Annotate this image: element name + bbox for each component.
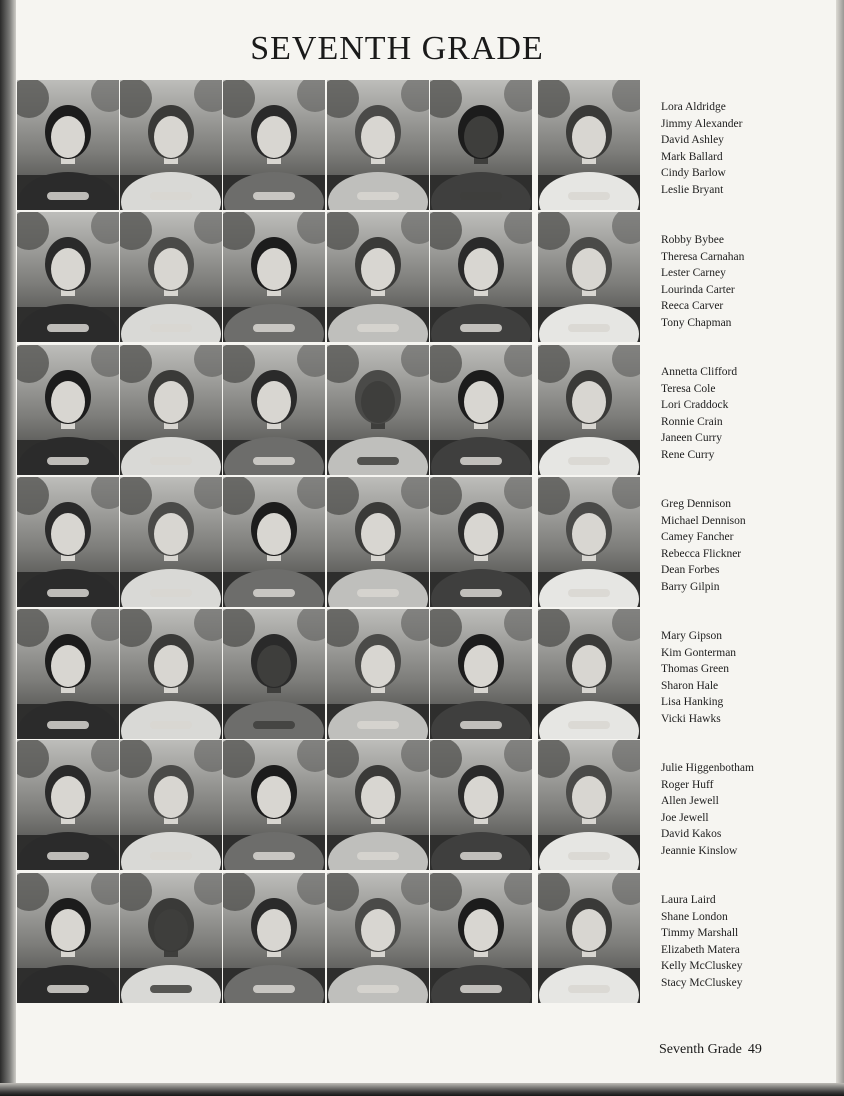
student-name: Lourinda Carter <box>661 283 735 296</box>
student-name-list <box>661 99 831 199</box>
student-name-list <box>661 364 831 464</box>
student-name: Michael Dennison <box>661 514 746 527</box>
student-portrait <box>120 80 222 210</box>
student-name: Cindy Barlow <box>661 167 726 180</box>
student-name: Camey Fancher <box>661 531 734 544</box>
student-name: Teresa Cole <box>661 382 716 395</box>
student-portrait <box>120 740 222 870</box>
student-portrait <box>17 80 119 210</box>
student-name: Lester Carney <box>661 267 726 280</box>
student-name: Shane London <box>661 910 728 923</box>
student-portrait <box>223 740 325 870</box>
footer-section-label: Seventh Grade <box>659 1042 742 1057</box>
page-bottom-edge <box>0 1083 844 1096</box>
student-name: Rene Curry <box>661 448 715 461</box>
page-binding-edge <box>0 0 16 1096</box>
student-portrait <box>120 212 222 342</box>
student-name: Laura Laird <box>661 894 716 906</box>
student-portrait <box>538 477 640 607</box>
student-name: David Kakos <box>661 828 722 841</box>
student-portrait <box>17 477 119 607</box>
student-name: Ronnie Crain <box>661 415 723 428</box>
student-name: Tony Chapman <box>661 316 732 329</box>
student-name-list <box>661 628 831 728</box>
student-portrait <box>327 212 429 342</box>
student-name: Thomas Green <box>661 663 730 676</box>
student-portrait <box>538 740 640 870</box>
student-name: Mark Ballard <box>661 150 723 163</box>
student-name: Roger Huff <box>661 778 714 791</box>
student-portrait <box>430 212 532 342</box>
student-portrait <box>430 80 532 210</box>
student-portrait <box>120 345 222 475</box>
student-name: Julie Higgenbotham <box>661 762 754 774</box>
student-name: Janeen Curry <box>661 432 722 445</box>
student-portrait <box>538 212 640 342</box>
student-portrait <box>430 740 532 870</box>
student-portrait <box>17 212 119 342</box>
student-name: Leslie Bryant <box>661 183 724 196</box>
page-footer <box>659 1042 768 1058</box>
student-portrait <box>17 609 119 739</box>
student-name: Jeannie Kinslow <box>661 844 738 857</box>
student-portrait <box>223 212 325 342</box>
student-name: Mary Gipson <box>661 630 723 642</box>
student-name: Greg Dennison <box>661 498 731 510</box>
student-portrait <box>327 345 429 475</box>
student-name-list <box>661 496 831 596</box>
student-portrait <box>430 477 532 607</box>
student-name: Stacy McCluskey <box>661 976 743 989</box>
student-name: Annetta Clifford <box>661 366 738 378</box>
student-portrait <box>538 873 640 1003</box>
student-name: Elizabeth Matera <box>661 943 740 956</box>
student-name: Kim Gonterman <box>661 646 737 659</box>
student-portrait <box>430 609 532 739</box>
student-name: Dean Forbes <box>661 564 720 577</box>
student-portrait <box>538 609 640 739</box>
page-number: 49 <box>747 1042 762 1057</box>
student-name: Joe Jewell <box>661 811 709 824</box>
student-name-list <box>661 760 831 860</box>
student-name: Allen Jewell <box>661 795 719 808</box>
student-name-list <box>661 232 831 332</box>
student-portrait <box>430 873 532 1003</box>
student-portrait <box>327 80 429 210</box>
student-portrait <box>17 740 119 870</box>
student-portrait <box>223 80 325 210</box>
student-portrait <box>327 609 429 739</box>
student-name: Timmy Marshall <box>661 927 739 940</box>
student-name: Barry Gilpin <box>661 580 720 593</box>
student-name: Lori Craddock <box>661 399 729 412</box>
student-portrait <box>538 345 640 475</box>
student-name: Lora Aldridge <box>661 101 726 113</box>
student-portrait <box>223 609 325 739</box>
student-name: Theresa Carnahan <box>661 250 745 263</box>
student-portrait <box>223 345 325 475</box>
student-name: Jimmy Alexander <box>661 117 743 130</box>
student-name: Sharon Hale <box>661 679 719 692</box>
student-name: Kelly McCluskey <box>661 960 743 973</box>
student-name: David Ashley <box>661 134 724 147</box>
student-portrait <box>538 80 640 210</box>
student-portrait <box>17 345 119 475</box>
student-portrait <box>120 609 222 739</box>
page-title: SEVENTH GRADE <box>250 30 544 67</box>
student-portrait <box>430 345 532 475</box>
student-name: Reeca Carver <box>661 300 724 313</box>
student-portrait <box>327 873 429 1003</box>
student-portrait <box>327 477 429 607</box>
student-name-list <box>661 892 831 992</box>
student-portrait <box>327 740 429 870</box>
student-portrait <box>17 873 119 1003</box>
student-portrait <box>120 477 222 607</box>
student-portrait <box>223 477 325 607</box>
student-portrait <box>223 873 325 1003</box>
student-name: Robby Bybee <box>661 234 724 246</box>
student-portrait <box>120 873 222 1003</box>
student-name: Lisa Hanking <box>661 696 724 709</box>
page-right-edge <box>836 0 844 1096</box>
student-name: Rebecca Flickner <box>661 547 742 560</box>
student-name: Vicki Hawks <box>661 712 721 725</box>
